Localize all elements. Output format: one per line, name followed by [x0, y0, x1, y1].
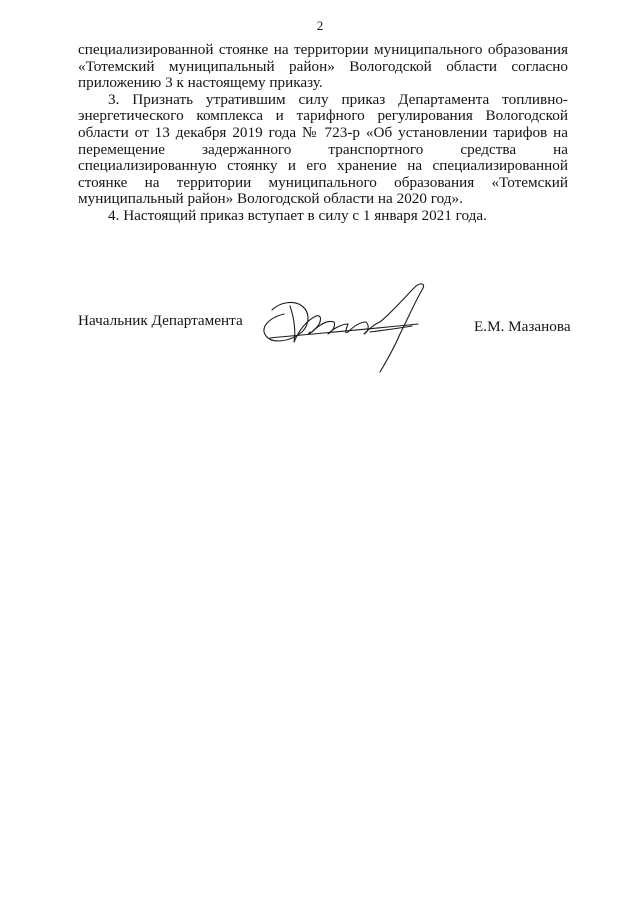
- handwritten-signature: [250, 276, 450, 376]
- page-number: 2: [316, 18, 324, 33]
- text-line: специализированной стоянке на территории муниципального образования: [78, 41, 568, 58]
- document-body: [78, 42, 568, 225]
- signatory-title: Начальник Департамента: [78, 312, 243, 329]
- paragraph-continuation: [78, 42, 568, 92]
- text-line: образования «Тотемский муниципальный район» Вологодской области на: [78, 173, 568, 208]
- text-line: от 13 декабря 2019 года № 723-р «Об установлении тарифов на перемещение: [78, 123, 569, 158]
- text-line: «Тотемский муниципальный район» Вологодской области согласно: [78, 57, 568, 75]
- signatory-name: Е.М. Мазанова: [474, 318, 571, 335]
- text-line: энергетического комплекса и тарифного регулирования Вологодской области: [78, 107, 568, 141]
- paragraph-item-3: [78, 92, 568, 208]
- text-line: 2020 год».: [396, 190, 463, 208]
- text-line: 3. Признать утратившим силу приказ Департамента топливно-: [108, 90, 568, 108]
- text-line: 4. Настоящий приказ вступает в силу с 1 января 2021 года.: [108, 206, 487, 224]
- text-line: приложению 3 к настоящему приказу.: [78, 74, 323, 92]
- text-line: задержанного транспортного средства на специализированную стоянку и его: [78, 140, 568, 175]
- paragraph-item-4: [78, 208, 568, 225]
- text-line: хранение на специализированной стоянке на территории муниципального: [78, 157, 568, 191]
